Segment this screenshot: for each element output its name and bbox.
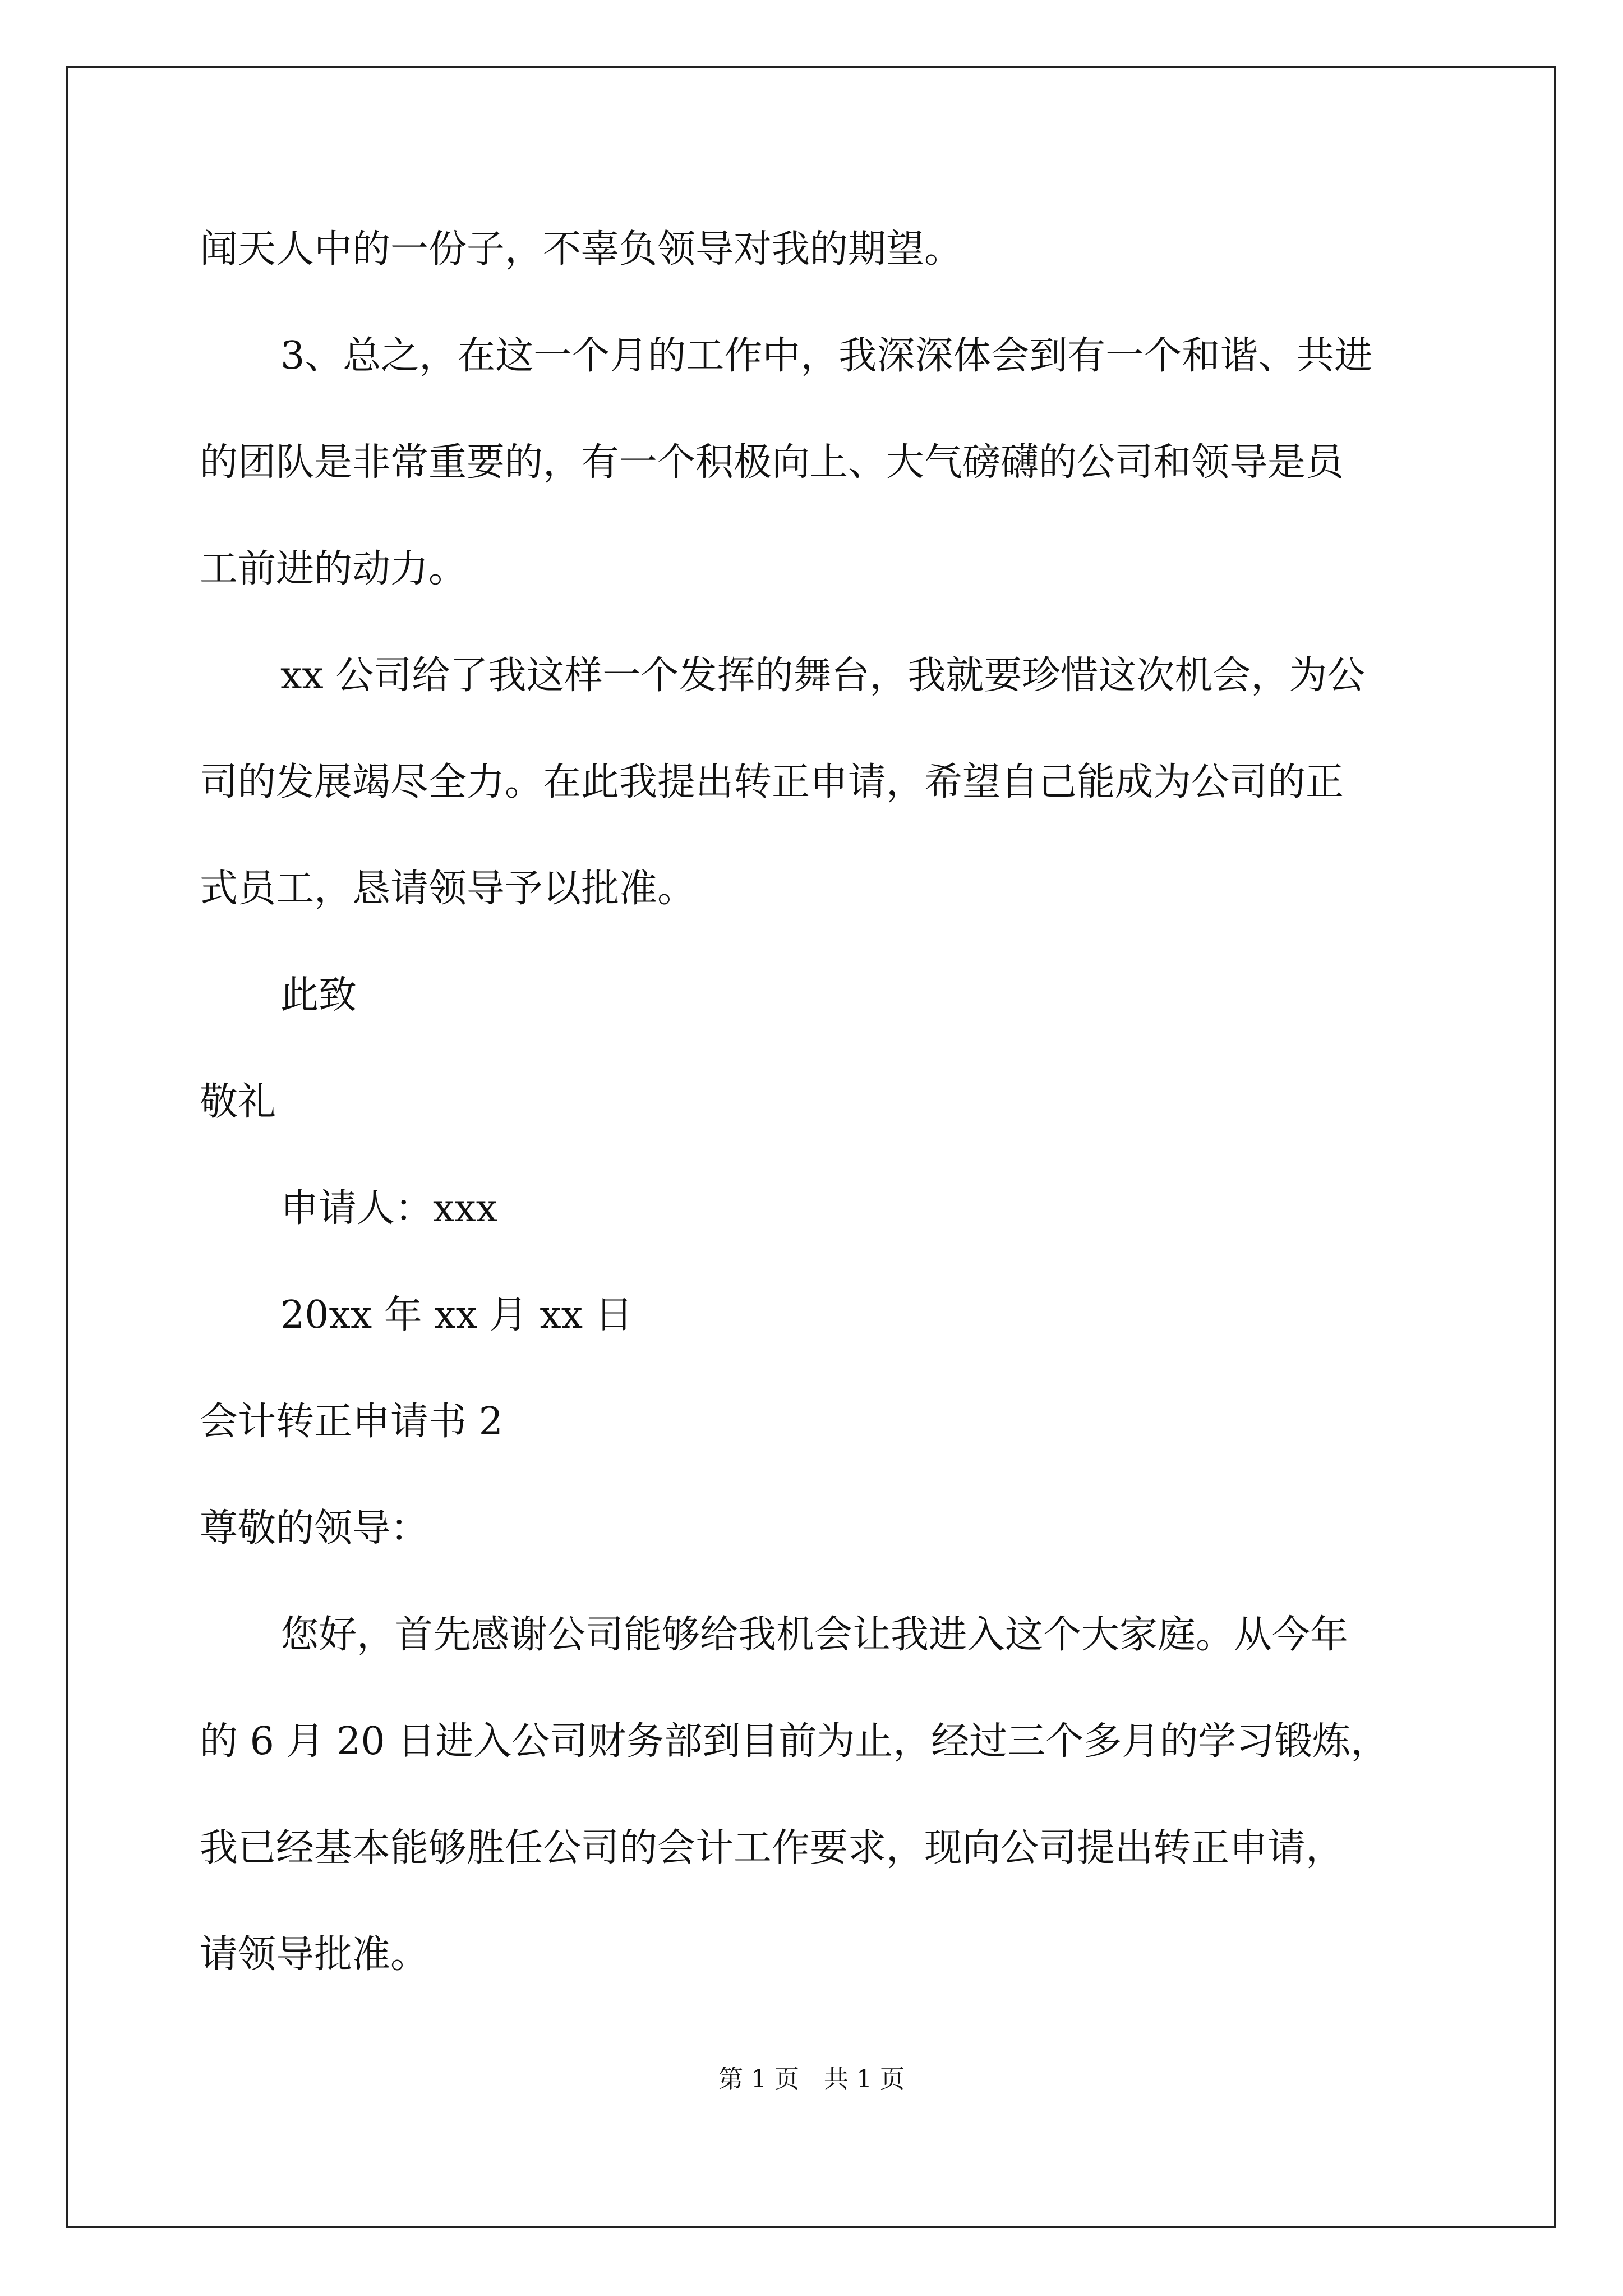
signature-date: 20xx 年 xx 月 xx 日	[280, 1293, 633, 1337]
text-line-15: 的 6 月 20 日进入公司财务部到目前为止，经过三个多月的学习锻炼，	[200, 1719, 1389, 1764]
text-line-4: 工前进的动力。	[200, 547, 467, 591]
text-line-14: 您好，首先感谢公司能够给我机会让我进入这个大家庭。从今年	[280, 1613, 1349, 1657]
text-line-2: 3、总之，在这一个月的工作中，我深深体会到有一个和谐、共进	[280, 334, 1373, 378]
page-footer: 第 1 页 共 1 页	[718, 2065, 905, 2093]
closing-phrase: 此致	[280, 973, 357, 1018]
salutation: 敬礼	[200, 1080, 276, 1124]
text-line-16: 我已经基本能够胜任公司的会计工作要求，现向公司提出转正申请，	[200, 1826, 1344, 1870]
page-border	[66, 66, 1556, 2228]
text-line-3: 的团队是非常重要的，有一个积极向上、大气磅礴的公司和领导是员	[200, 440, 1344, 485]
text-line-17: 请领导批准。	[200, 1932, 429, 1977]
text-line-6: 司的发展竭尽全力。在此我提出转正申请，希望自己能成为公司的正	[200, 760, 1344, 804]
text-line-7: 式员工，恳请领导予以批准。	[200, 867, 696, 911]
text-line-5: xx 公司给了我这样一个发挥的舞台，我就要珍惜这次机会，为公	[280, 654, 1366, 698]
applicant-signature: 申请人：xxx	[280, 1186, 498, 1231]
section-title: 会计转正申请书 2	[200, 1400, 503, 1444]
text-line-1: 闻天人中的一份子，不辜负领导对我的期望。	[200, 227, 963, 272]
greeting: 尊敬的领导：	[200, 1506, 429, 1550]
